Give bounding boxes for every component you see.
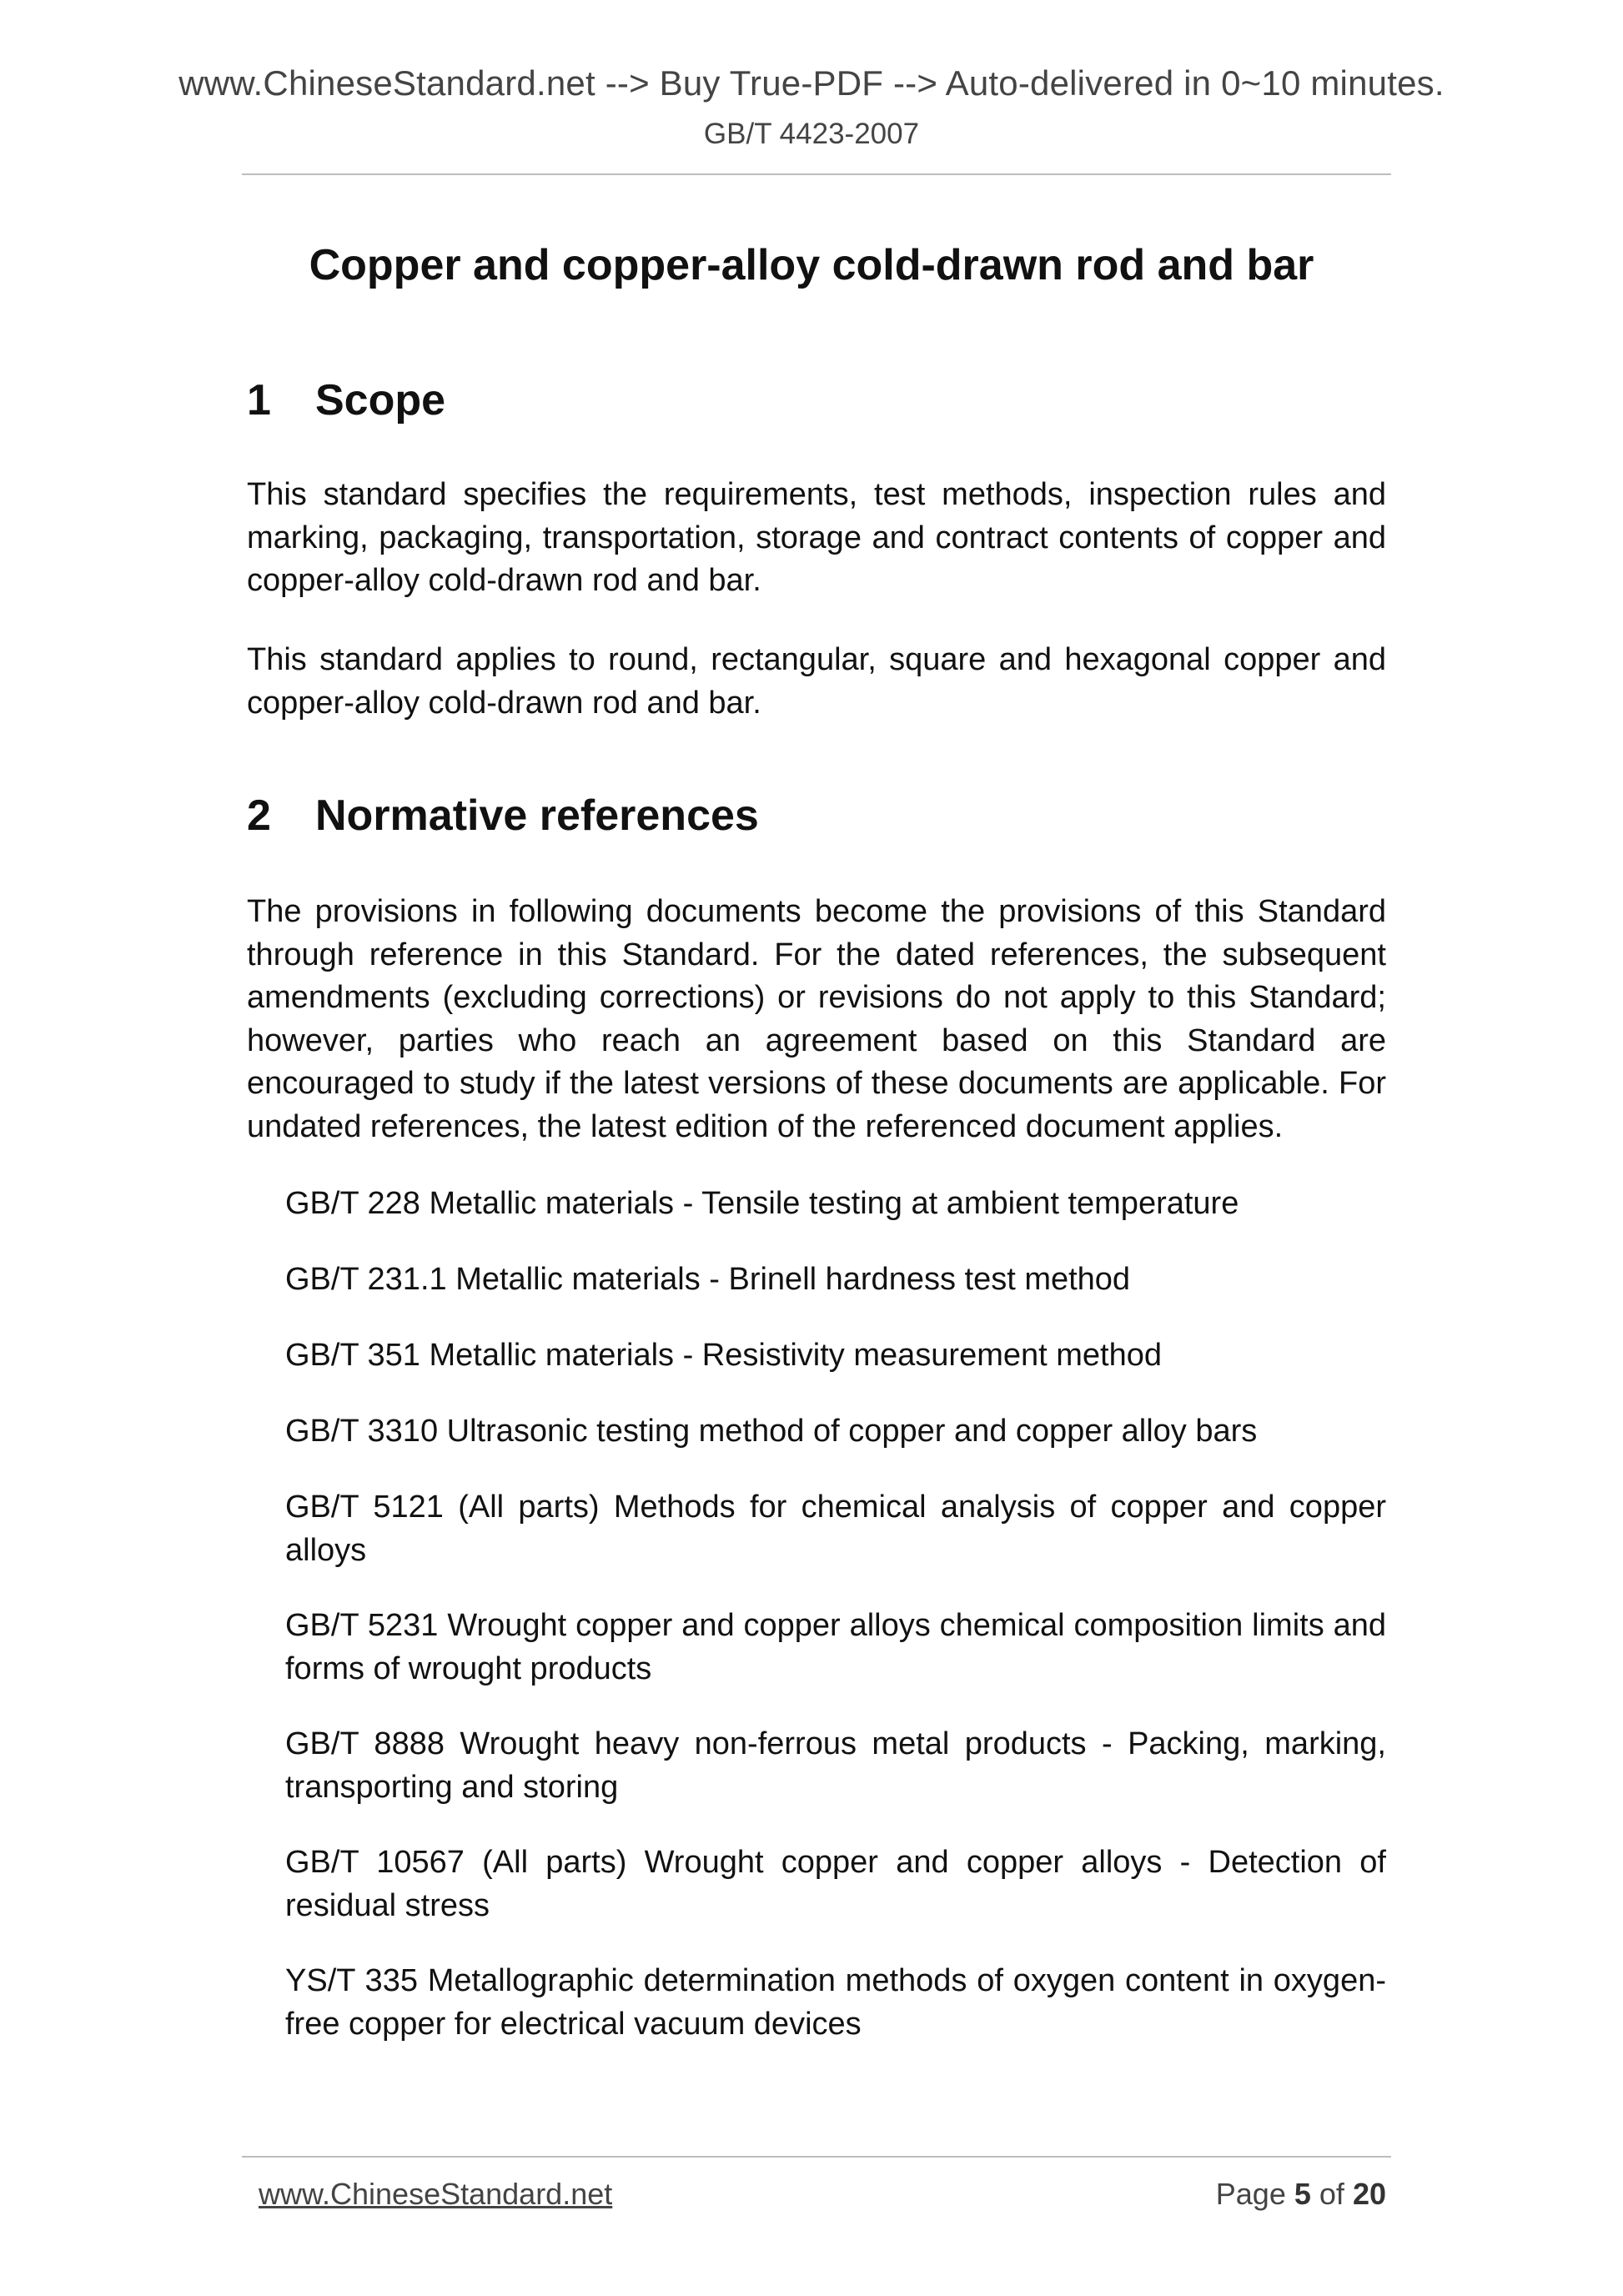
reference-item: GB/T 5121 (All parts) Methods for chemical analysis of copper and copper alloys [285, 1490, 1386, 1568]
standard-code: GB/T 4423-2007 [703, 118, 920, 150]
scope-paragraph-1: This standard specifies the requirements, test methods, inspection rules and marking, packaging, transportation, storage and contract contents of copper and copper-alloy cold-drawn rod and bar. [247, 477, 1386, 598]
page-separator: of [1319, 2177, 1344, 2211]
footer-divider [242, 2156, 1391, 2158]
reference-item: GB/T 10567 (All parts) Wrought copper and copper alloys - Detection of residual stress [285, 1845, 1386, 1923]
section-heading-normative-references [247, 791, 759, 841]
section-number: 2 [247, 791, 271, 840]
reference-item: GB/T 5231 Wrought copper and copper alloys chemical composition limits and forms of wrought products [285, 1608, 1386, 1686]
footer-website-link[interactable]: www.ChineseStandard.net [259, 2177, 613, 2211]
reference-item: GB/T 228 Metallic materials - Tensile testing at ambient temperature [285, 1186, 1239, 1221]
section-heading-scope [247, 375, 445, 425]
top-banner: www.ChineseStandard.net --> Buy True-PDF --> Auto-delivered in 0~10 minutes. [178, 63, 1445, 103]
reference-item: YS/T 335 Metallographic determination methods of oxygen content in oxygen-free copper for electrical vacuum devices [285, 1963, 1386, 2042]
reference-item: GB/T 231.1 Metallic materials - Brinell hardness test method [285, 1262, 1131, 1297]
reference-item: GB/T 351 Metallic materials - Resistivity measurement method [285, 1338, 1162, 1373]
current-page-number: 5 [1294, 2177, 1311, 2211]
reference-item: GB/T 8888 Wrought heavy non-ferrous metal products - Packing, marking, transporting and storing [285, 1726, 1386, 1805]
section-title: Scope [315, 376, 446, 425]
section-number: 1 [247, 376, 271, 425]
scope-paragraph-2: This standard applies to round, rectangular, square and hexagonal copper and copper-alloy cold-drawn rod and bar. [247, 642, 1386, 721]
section-title: Normative references [315, 791, 759, 840]
header-divider [242, 173, 1391, 175]
document-title: Copper and copper-alloy cold-drawn rod and bar [309, 241, 1314, 289]
page-indicator [1216, 2177, 1386, 2212]
normative-references-paragraph: The provisions in following documents become the provisions of this Standard through reference in this Standard. For the dated references, the subsequent amendments (excluding corrections) or revisions do not apply to this Standard; however, parties who reach an agreement based on this Standard are encouraged to study if the latest versions of these documents are applicable. For undated references, the latest edition of the referenced document applies. [247, 894, 1386, 1144]
reference-item: GB/T 3310 Ultrasonic testing method of copper and copper alloy bars [285, 1414, 1258, 1449]
page-prefix: Page [1215, 2177, 1286, 2211]
total-page-count: 20 [1352, 2177, 1386, 2211]
